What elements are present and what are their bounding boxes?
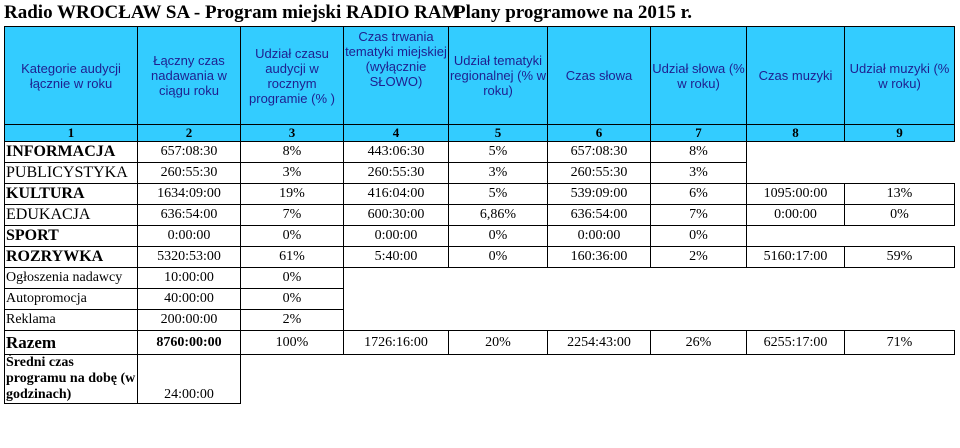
column-header: Czas słowa bbox=[548, 27, 651, 125]
empty-cell bbox=[747, 142, 955, 163]
table-cell: 636:54:00 bbox=[548, 205, 651, 226]
table-cell: 5320:53:00 bbox=[138, 247, 241, 268]
table-cell: 8% bbox=[241, 142, 344, 163]
column-header: Udział słowa (% w roku) bbox=[651, 27, 747, 125]
table-cell: 0% bbox=[241, 289, 344, 310]
row-label: KULTURA bbox=[5, 184, 138, 205]
column-number: 7 bbox=[651, 125, 747, 142]
table-cell: 13% bbox=[845, 184, 955, 205]
table-cell: 3% bbox=[449, 163, 548, 184]
row-label: Reklama bbox=[5, 310, 138, 331]
table-cell: 1634:09:00 bbox=[138, 184, 241, 205]
table-cell: 3% bbox=[651, 163, 747, 184]
row-label: Autopromocja bbox=[5, 289, 138, 310]
table-row bbox=[5, 205, 955, 226]
table-cell: 7% bbox=[241, 205, 344, 226]
table-row bbox=[5, 310, 955, 331]
table-row bbox=[5, 226, 955, 247]
table-cell: 0% bbox=[241, 226, 344, 247]
column-number: 3 bbox=[241, 125, 344, 142]
row-label: EDUKACJA bbox=[5, 205, 138, 226]
table-cell: 6% bbox=[651, 184, 747, 205]
table-cell: 6,86% bbox=[449, 205, 548, 226]
column-header: Kategorie audycji łącznie w roku bbox=[5, 27, 138, 125]
table-row bbox=[5, 184, 955, 205]
table-cell: 0% bbox=[651, 226, 747, 247]
table-row bbox=[5, 163, 955, 184]
total-cell: 1726:16:00 bbox=[344, 331, 449, 355]
table-cell: 19% bbox=[241, 184, 344, 205]
table-cell: 0% bbox=[449, 247, 548, 268]
table-cell: 416:04:00 bbox=[344, 184, 449, 205]
plan-title: Plany programowe na 2015 r. bbox=[454, 2, 693, 23]
column-header: Czas trwania tematyki miejskiej (wyłącznie SŁOWO) bbox=[344, 27, 449, 125]
table-cell: 61% bbox=[241, 247, 344, 268]
row-label: SPORT bbox=[5, 226, 138, 247]
empty-cell bbox=[344, 310, 955, 331]
table-cell: 260:55:30 bbox=[138, 163, 241, 184]
row-label: INFORMACJA bbox=[5, 142, 138, 163]
column-number: 1 bbox=[5, 125, 138, 142]
table-cell: 0:00:00 bbox=[138, 226, 241, 247]
table-cell: 5% bbox=[449, 184, 548, 205]
table-cell: 0% bbox=[449, 226, 548, 247]
table-row bbox=[5, 268, 955, 289]
total-cell: 26% bbox=[651, 331, 747, 355]
column-number: 9 bbox=[845, 125, 955, 142]
column-number: 2 bbox=[138, 125, 241, 142]
table-cell: 200:00:00 bbox=[138, 310, 241, 331]
header-row bbox=[5, 27, 955, 125]
column-header: Udział tematyki regionalnej (% w roku) bbox=[449, 27, 548, 125]
total-label: Razem bbox=[5, 331, 138, 355]
column-header: Udział muzyki (% w roku) bbox=[845, 27, 955, 125]
table-cell: 0:00:00 bbox=[548, 226, 651, 247]
empty-cell bbox=[344, 268, 955, 289]
table-cell: 0% bbox=[845, 205, 955, 226]
total-cell: 71% bbox=[845, 331, 955, 355]
table-cell: 636:54:00 bbox=[138, 205, 241, 226]
document-title bbox=[4, 2, 693, 24]
row-label: ROZRYWKA bbox=[5, 247, 138, 268]
total-cell: 20% bbox=[449, 331, 548, 355]
total-row bbox=[5, 331, 955, 355]
table-cell: 5% bbox=[449, 142, 548, 163]
table-cell: 539:09:00 bbox=[548, 184, 651, 205]
total-cell: 6255:17:00 bbox=[747, 331, 845, 355]
table-cell: 0% bbox=[241, 268, 344, 289]
table-row bbox=[5, 142, 955, 163]
column-number: 5 bbox=[449, 125, 548, 142]
table-cell: 1095:00:00 bbox=[747, 184, 845, 205]
column-header: Czas muzyki bbox=[747, 27, 845, 125]
total-cell: 2254:43:00 bbox=[548, 331, 651, 355]
column-number-row bbox=[5, 125, 955, 142]
table-cell: 657:08:30 bbox=[548, 142, 651, 163]
table-row bbox=[5, 289, 955, 310]
table-cell: 600:30:00 bbox=[344, 205, 449, 226]
column-header: Łączny czas nadawania w ciągu roku bbox=[138, 27, 241, 125]
table-cell: 3% bbox=[241, 163, 344, 184]
column-number: 4 bbox=[344, 125, 449, 142]
table-cell: 10:00:00 bbox=[138, 268, 241, 289]
table-cell: 443:06:30 bbox=[344, 142, 449, 163]
empty-cell bbox=[241, 355, 955, 404]
table-cell: 0:00:00 bbox=[747, 205, 845, 226]
column-number: 6 bbox=[548, 125, 651, 142]
table-cell: 8% bbox=[651, 142, 747, 163]
table-cell: 40:00:00 bbox=[138, 289, 241, 310]
empty-cell bbox=[747, 226, 955, 247]
average-value: 24:00:00 bbox=[138, 355, 241, 404]
empty-cell bbox=[344, 289, 955, 310]
table-cell: 5160:17:00 bbox=[747, 247, 845, 268]
table-cell: 657:08:30 bbox=[138, 142, 241, 163]
average-label: Średni czas programu na dobę (w godzinach) bbox=[5, 355, 138, 404]
row-label: PUBLICYSTYKA bbox=[5, 163, 138, 184]
program-plan-table bbox=[4, 26, 955, 404]
table-cell: 260:55:30 bbox=[548, 163, 651, 184]
table-cell: 260:55:30 bbox=[344, 163, 449, 184]
table-cell: 7% bbox=[651, 205, 747, 226]
table-cell: 160:36:00 bbox=[548, 247, 651, 268]
total-cell: 100% bbox=[241, 331, 344, 355]
table-cell: 59% bbox=[845, 247, 955, 268]
total-cell: 8760:00:00 bbox=[138, 331, 241, 355]
station-title: Radio WROCŁAW SA - Program miejski RADIO RAM bbox=[4, 2, 460, 23]
row-label: Ogłoszenia nadawcy bbox=[5, 268, 138, 289]
table-cell: 5:40:00 bbox=[344, 247, 449, 268]
table-cell: 2% bbox=[241, 310, 344, 331]
table-cell: 2% bbox=[651, 247, 747, 268]
table-row bbox=[5, 247, 955, 268]
column-number: 8 bbox=[747, 125, 845, 142]
table-cell: 0:00:00 bbox=[344, 226, 449, 247]
empty-cell bbox=[747, 163, 955, 184]
column-header: Udział czasu audycji w rocznym programie (% ) bbox=[241, 27, 344, 125]
average-row bbox=[5, 355, 955, 404]
